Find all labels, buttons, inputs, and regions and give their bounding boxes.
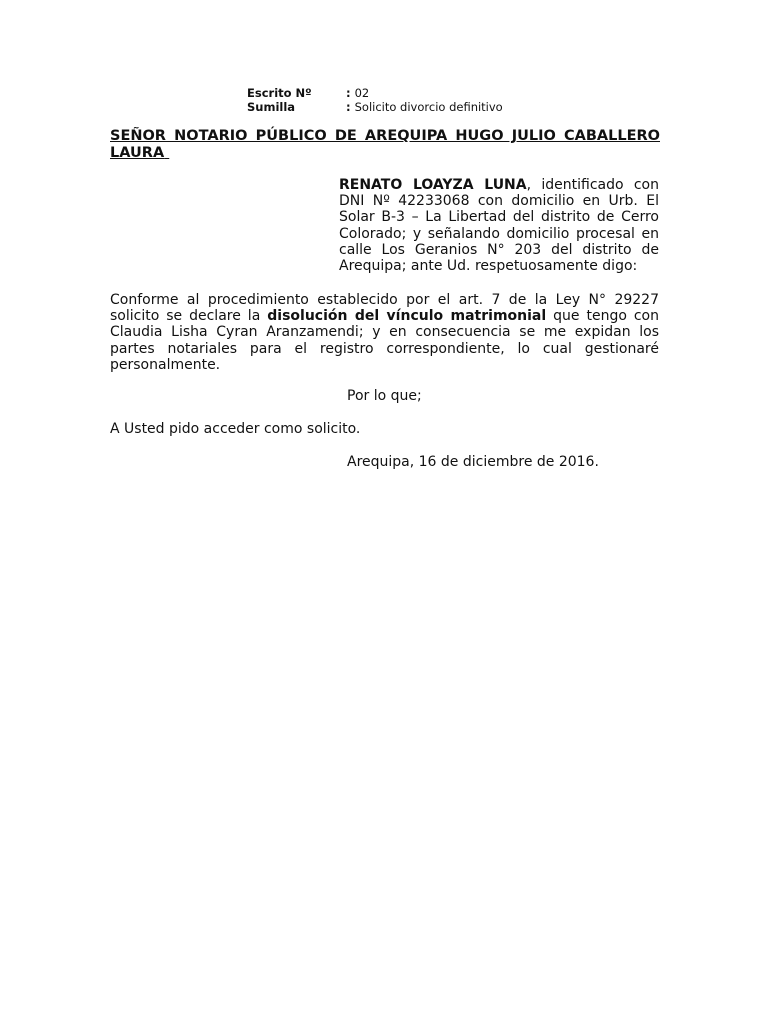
request-text-part2: que tengo con Claudia Lisha Cyran Aranzamendi; y en consecuencia se me expidan los partes notariales para el registro correspondiente, lo cual gestionaré personalmente. (110, 308, 659, 373)
request-paragraph (110, 292, 659, 373)
escrito-colon: : (346, 86, 351, 100)
petitioner-name: RENATO LOAYZA LUNA (339, 177, 527, 193)
sumilla-colon: : (346, 100, 351, 114)
addressee-heading-line1: SEÑOR NOTARIO PÚBLICO DE AREQUIPA HUGO JULIO CABALLERO (110, 128, 660, 144)
sumilla-row (247, 100, 503, 114)
escrito-value: 02 (354, 86, 370, 100)
addressee-heading-line2: LAURA (110, 145, 165, 161)
place-date-text: Arequipa, 16 de diciembre de 2016. (347, 454, 599, 470)
por-lo-que-text: Por lo que; (347, 388, 422, 404)
request-bold-phrase: disolución del vínculo matrimonial (267, 308, 547, 325)
petitioner-details: , identificado con DNI Nº 42233068 con domicilio en Urb. El Solar B-3 – La Libertad del distrito de Cerro Colorado; y señalando domicilio procesal en calle Los Geranios N° 203 del distrito de Arequipa; ante Ud. respetuosamente digo: (339, 177, 659, 275)
escrito-label: Escrito Nº (247, 86, 312, 100)
request-text-part1: Conforme al procedimiento establecido por el art. 7 de la Ley N° 29227 solicito se declare la (110, 292, 659, 325)
petition-closing-text: A Usted pido acceder como solicito. (110, 421, 361, 437)
petitioner-intro (339, 177, 659, 274)
sumilla-value: Solicito divorcio definitivo (354, 100, 503, 114)
sumilla-label: Sumilla (247, 100, 296, 114)
escrito-row (247, 86, 503, 100)
document-meta (247, 86, 503, 114)
